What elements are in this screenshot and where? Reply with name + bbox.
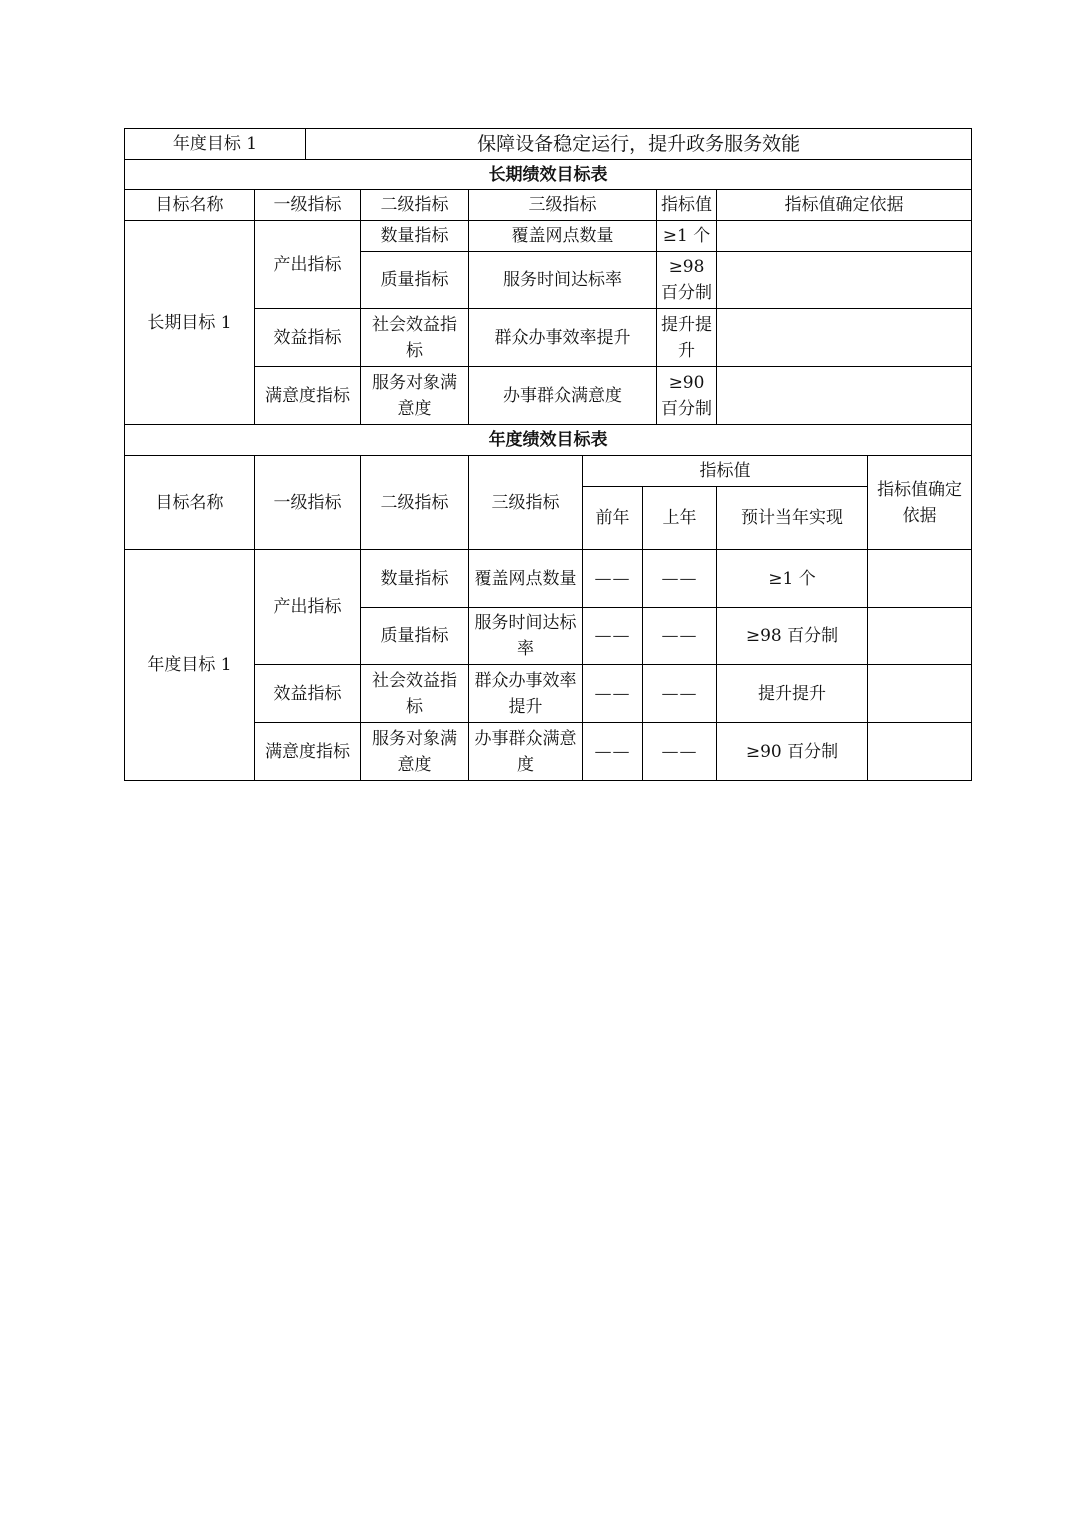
long-term-section-title: 长期绩效目标表 — [125, 160, 972, 190]
an-l2: 质量指标 — [361, 608, 469, 665]
an-prev1: —— — [643, 665, 717, 723]
lt-l3: 群众办事效率提升 — [469, 309, 657, 367]
an-prev2: —— — [583, 550, 643, 608]
an-header-prev2: 前年 — [583, 487, 643, 550]
lt-header-l3: 三级指标 — [469, 190, 657, 221]
goal-description: 保障设备稳定运行，提升政务服务效能 — [306, 129, 972, 160]
an-basis — [868, 550, 972, 608]
an-l1-output: 产出指标 — [255, 550, 361, 665]
an-basis — [868, 723, 972, 781]
lt-l2: 数量指标 — [361, 221, 469, 252]
an-l3: 覆盖网点数量 — [469, 550, 583, 608]
long-term-header-row — [125, 190, 972, 221]
lt-l3: 覆盖网点数量 — [469, 221, 657, 252]
an-basis — [868, 665, 972, 723]
annual-header-row — [125, 456, 972, 487]
an-basis — [868, 608, 972, 665]
lt-l3: 服务时间达标率 — [469, 252, 657, 309]
an-prev1: —— — [643, 550, 717, 608]
an-header-l3: 三级指标 — [469, 456, 583, 550]
an-l3: 群众办事效率提升 — [469, 665, 583, 723]
goal-header-row — [125, 129, 972, 160]
table-row — [125, 550, 972, 608]
lt-l1-satisfaction: 满意度指标 — [255, 367, 361, 425]
lt-value: ≥90 百分制 — [657, 367, 717, 425]
an-prev2: —— — [583, 723, 643, 781]
an-header-value-group: 指标值 — [583, 456, 868, 487]
lt-l2: 服务对象满意度 — [361, 367, 469, 425]
lt-basis — [717, 367, 972, 425]
an-prev2: —— — [583, 608, 643, 665]
an-l2: 数量指标 — [361, 550, 469, 608]
lt-header-l1: 一级指标 — [255, 190, 361, 221]
an-current: ≥90 百分制 — [717, 723, 868, 781]
lt-value: ≥98 百分制 — [657, 252, 717, 309]
lt-basis — [717, 252, 972, 309]
an-header-prev1: 上年 — [643, 487, 717, 550]
an-header-current: 预计当年实现 — [717, 487, 868, 550]
lt-basis — [717, 309, 972, 367]
an-current: ≥98 百分制 — [717, 608, 868, 665]
lt-basis — [717, 221, 972, 252]
an-current: 提升提升 — [717, 665, 868, 723]
performance-goal-table — [124, 128, 972, 781]
table-row — [125, 221, 972, 252]
lt-header-value: 指标值 — [657, 190, 717, 221]
an-prev1: —— — [643, 723, 717, 781]
an-l2: 社会效益指标 — [361, 665, 469, 723]
an-l1-benefit: 效益指标 — [255, 665, 361, 723]
an-header-l2: 二级指标 — [361, 456, 469, 550]
lt-l1-output: 产出指标 — [255, 221, 361, 309]
an-l2: 服务对象满意度 — [361, 723, 469, 781]
an-header-basis: 指标值确定依据 — [868, 456, 972, 550]
an-l3: 办事群众满意度 — [469, 723, 583, 781]
an-header-l1: 一级指标 — [255, 456, 361, 550]
an-goal-name: 年度目标 1 — [125, 550, 255, 781]
an-prev1: —— — [643, 608, 717, 665]
lt-l2: 社会效益指标 — [361, 309, 469, 367]
an-prev2: —— — [583, 665, 643, 723]
lt-l2: 质量指标 — [361, 252, 469, 309]
lt-header-basis: 指标值确定依据 — [717, 190, 972, 221]
an-l3: 服务时间达标率 — [469, 608, 583, 665]
lt-value: 提升提升 — [657, 309, 717, 367]
an-l1-satisfaction: 满意度指标 — [255, 723, 361, 781]
an-current: ≥1 个 — [717, 550, 868, 608]
lt-goal-name: 长期目标 1 — [125, 221, 255, 425]
lt-header-goal-name: 目标名称 — [125, 190, 255, 221]
lt-l3: 办事群众满意度 — [469, 367, 657, 425]
lt-value: ≥1 个 — [657, 221, 717, 252]
annual-section-title: 年度绩效目标表 — [125, 425, 972, 456]
goal-label: 年度目标 1 — [125, 129, 306, 160]
an-header-goal-name: 目标名称 — [125, 456, 255, 550]
lt-header-l2: 二级指标 — [361, 190, 469, 221]
lt-l1-benefit: 效益指标 — [255, 309, 361, 367]
